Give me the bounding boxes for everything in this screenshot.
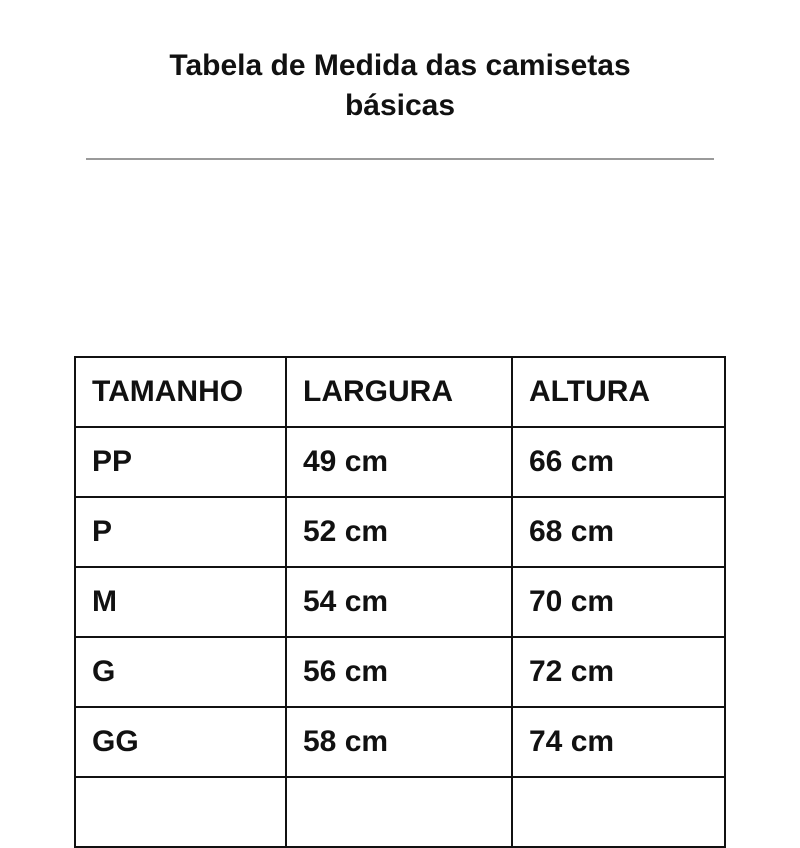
- table-row: [75, 497, 725, 567]
- title-divider: [86, 158, 714, 160]
- cell-width: 58 cm: [286, 707, 512, 777]
- header-tamanho: TAMANHO: [75, 357, 286, 427]
- cell-size: PP: [75, 427, 286, 497]
- cell-height: 68 cm: [512, 497, 725, 567]
- table-header-row: [75, 357, 725, 427]
- cell-width: [286, 777, 512, 847]
- page-title: [0, 46, 800, 126]
- cell-height: 74 cm: [512, 707, 725, 777]
- table-row: [75, 427, 725, 497]
- cell-width: 56 cm: [286, 637, 512, 707]
- table-row: [75, 637, 725, 707]
- header-altura: ALTURA: [512, 357, 725, 427]
- cell-width: 49 cm: [286, 427, 512, 497]
- table-row: [75, 567, 725, 637]
- cell-height: 66 cm: [512, 427, 725, 497]
- cell-size: G: [75, 637, 286, 707]
- cell-width: 54 cm: [286, 567, 512, 637]
- cell-size: M: [75, 567, 286, 637]
- cell-height: 70 cm: [512, 567, 725, 637]
- cell-size: [75, 777, 286, 847]
- cell-width: 52 cm: [286, 497, 512, 567]
- table-row: [75, 777, 725, 847]
- cell-size: P: [75, 497, 286, 567]
- cell-height: [512, 777, 725, 847]
- page-title-line-1: Tabela de Medida das camisetas: [169, 49, 631, 82]
- page-title-line-2: básicas: [344, 89, 456, 122]
- cell-size: GG: [75, 707, 286, 777]
- header-largura: LARGURA: [286, 357, 512, 427]
- cell-height: 72 cm: [512, 637, 725, 707]
- size-chart-table: [74, 356, 726, 848]
- table-row: [75, 707, 725, 777]
